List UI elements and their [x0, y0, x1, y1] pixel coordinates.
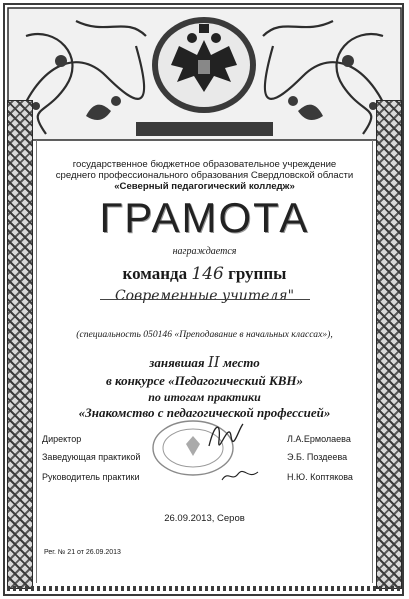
inner-rule-left: [36, 140, 37, 583]
institution-header: [40, 159, 369, 192]
signature-row-director: [42, 434, 367, 448]
signatory-name: Н.Ю. Коптякова: [287, 472, 353, 482]
signatory-name: Л.А.Ермолаева: [287, 434, 351, 444]
inner-rule-right: [372, 140, 373, 583]
certificate-title: ГРАМОТА: [99, 194, 310, 241]
place-suffix: место: [222, 355, 260, 370]
ornament-right-band: [376, 100, 402, 589]
registration-number: Рег. № 21 от 26.09.2013: [44, 549, 121, 556]
group-number: 146: [191, 264, 224, 284]
specialty-text: (специальность 050146 «Преподавание в начальных классах»),: [76, 329, 333, 340]
place-line: [40, 353, 369, 371]
contest-name: в конкурсе «Педагогический КВН»: [105, 373, 304, 388]
institution-line-2: среднего профессионального образования Свердловской области: [55, 170, 354, 181]
practice-results-label: по итогам практики: [148, 390, 261, 404]
place-prefix: занявшая: [149, 355, 205, 370]
ornament-bottom-band: [7, 586, 402, 591]
date-place: 26.09.2013, Серов: [164, 513, 245, 524]
institution-line-1: государственное бюджетное образовательное учреждение: [72, 159, 337, 170]
signatory-name: Э.Б. Поздеева: [287, 452, 348, 462]
institution-name: «Северный педагогический колледж»: [114, 181, 295, 192]
awarded-label: награждается: [172, 246, 237, 257]
signature-row-practice-head: [42, 452, 367, 466]
double-headed-eagle-icon: [149, 10, 259, 115]
signatory-role: Заведующая практикой: [42, 452, 141, 462]
team-name-underline: [100, 299, 310, 300]
signatory-role: Директор: [42, 434, 82, 444]
ornament-left-band: [7, 100, 33, 589]
signatory-role: Руководитель практики: [42, 472, 140, 482]
team-prefix: команда: [122, 264, 188, 283]
place-value: II: [207, 353, 220, 371]
practice-name: «Знакомство с педагогической профессией»: [78, 405, 331, 420]
team-line: [40, 264, 369, 284]
team-name: Современные учителя": [114, 288, 295, 304]
signature-row-practice-supervisor: [42, 472, 367, 486]
team-suffix: группы: [228, 264, 287, 283]
